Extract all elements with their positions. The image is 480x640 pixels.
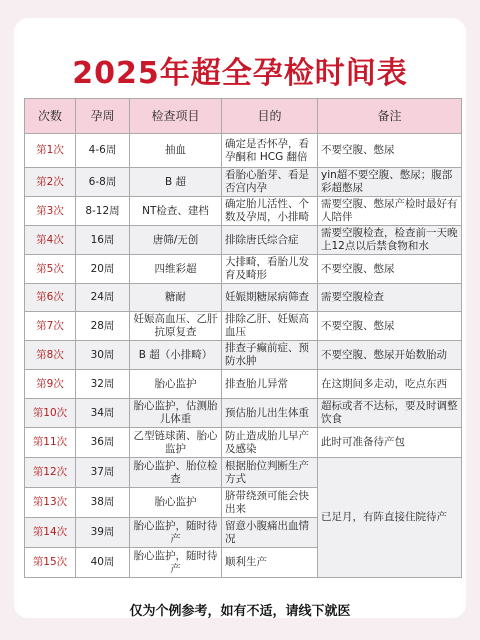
cell-count: 第12次: [25, 458, 76, 488]
table-row: [25, 399, 462, 428]
cell-count: 第2次: [25, 168, 76, 197]
cell-week: 40周: [76, 548, 130, 578]
table-row: [25, 226, 462, 255]
cell-note: 不要空腹、憋尿: [318, 134, 462, 168]
cell-week: 8-12周: [76, 197, 130, 226]
table-header-row: [25, 99, 462, 134]
cell-note: 此时可准备待产包: [318, 428, 462, 458]
cell-item: 糖耐: [130, 284, 222, 312]
header-purpose: 目的: [222, 99, 318, 134]
footer-disclaimer: 仅为个例参考，如有不适，请线下就医: [129, 604, 351, 619]
table-row: [25, 255, 462, 284]
cell-week: 36周: [76, 428, 130, 458]
cell-count: 第15次: [25, 548, 76, 578]
table-row: [25, 428, 462, 458]
cell-week: 20周: [76, 255, 130, 284]
cell-purpose: 预估胎儿出生体重: [222, 399, 318, 428]
cell-item: B 超: [130, 168, 222, 197]
page-title: 2025年超全孕检时间表: [72, 56, 408, 91]
cell-purpose: 妊娠期糖尿病筛查: [222, 284, 318, 312]
cell-item: 抽血: [130, 134, 222, 168]
cell-week: 4-6周: [76, 134, 130, 168]
cell-note-merged: 已足月，有阵直接住院待产: [318, 458, 462, 578]
table-row: [25, 341, 462, 370]
cell-purpose: 排除唐氏综合症: [222, 226, 318, 255]
cell-week: 30周: [76, 341, 130, 370]
cell-item: 胎心监护、胎位检查: [130, 458, 222, 488]
cell-count: 第6次: [25, 284, 76, 312]
cell-week: 28周: [76, 312, 130, 341]
header-item: 检查项目: [130, 99, 222, 134]
cell-week: 32周: [76, 370, 130, 399]
cell-note: yin超不要空腹、憋尿；腹部彩超憋尿: [318, 168, 462, 197]
table-row: [25, 168, 462, 197]
cell-item: NT检查、建档: [130, 197, 222, 226]
header-note: 备注: [318, 99, 462, 134]
cell-week: 24周: [76, 284, 130, 312]
cell-purpose: 根据胎位判断生产方式: [222, 458, 318, 488]
cell-note: 需要空腹检查: [318, 284, 462, 312]
cell-week: 6-8周: [76, 168, 130, 197]
cell-week: 38周: [76, 488, 130, 518]
cell-item: 胎心监护，随时待产: [130, 518, 222, 548]
cell-count: 第5次: [25, 255, 76, 284]
table-row: [25, 458, 462, 488]
cell-count: 第13次: [25, 488, 76, 518]
table-row: [25, 134, 462, 168]
table-row: [25, 197, 462, 226]
cell-purpose: 确定是否怀孕，看孕酮和 HCG 翻倍: [222, 134, 318, 168]
cell-note: 不要空腹、憋尿开始数胎动: [318, 341, 462, 370]
cell-item: 乙型链球菌、胎心监护: [130, 428, 222, 458]
table-row: [25, 284, 462, 312]
cell-purpose: 看胎心胎芽、看是否宫内孕: [222, 168, 318, 197]
header-week: 孕周: [76, 99, 130, 134]
cell-purpose: 确定胎儿活性、个数及孕周，小排畸: [222, 197, 318, 226]
cell-count: 第9次: [25, 370, 76, 399]
cell-count: 第14次: [25, 518, 76, 548]
cell-note: 需要空腹检查，检查前一天晚上12点以后禁食物和水: [318, 226, 462, 255]
cell-purpose: 顺利生产: [222, 548, 318, 578]
cell-count: 第8次: [25, 341, 76, 370]
cell-note: 超标或者不达标，要及时调整饮食: [318, 399, 462, 428]
cell-week: 39周: [76, 518, 130, 548]
cell-item: 胎心监护，估测胎儿体重: [130, 399, 222, 428]
cell-purpose: 大排畸，看胎儿发育及畸形: [222, 255, 318, 284]
cell-note: 不要空腹、憋尿: [318, 312, 462, 341]
cell-note: 需要空腹、憋尿产检时最好有人陪伴: [318, 197, 462, 226]
table-row: [25, 370, 462, 399]
cell-item: 胎心监护: [130, 370, 222, 399]
cell-note: 不要空腹、憋尿: [318, 255, 462, 284]
header-count: 次数: [25, 99, 76, 134]
cell-count: 第10次: [25, 399, 76, 428]
cell-purpose: 排除乙肝、妊娠高血压: [222, 312, 318, 341]
cell-item: 四维彩超: [130, 255, 222, 284]
cell-purpose: 排查子癫前症、预防水肿: [222, 341, 318, 370]
cell-note: 在这期间多走动，吃点东西: [318, 370, 462, 399]
cell-count: 第3次: [25, 197, 76, 226]
cell-purpose: 防止造成胎儿早产及感染: [222, 428, 318, 458]
cell-purpose: 排查胎儿异常: [222, 370, 318, 399]
checkup-schedule-table: [24, 98, 462, 578]
cell-week: 34周: [76, 399, 130, 428]
cell-item: 唐筛/无创: [130, 226, 222, 255]
cell-item: 妊娠高血压、乙肝抗原复查: [130, 312, 222, 341]
cell-count: 第1次: [25, 134, 76, 168]
cell-week: 37周: [76, 458, 130, 488]
cell-item: B 超（小排畸）: [130, 341, 222, 370]
cell-week: 16周: [76, 226, 130, 255]
cell-count: 第7次: [25, 312, 76, 341]
cell-item: 胎心监护，随时待产: [130, 548, 222, 578]
cell-count: 第11次: [25, 428, 76, 458]
table-row: [25, 312, 462, 341]
cell-item: 胎心监护: [130, 488, 222, 518]
cell-purpose: 脐带绕颈可能会快出来: [222, 488, 318, 518]
cell-count: 第4次: [25, 226, 76, 255]
cell-purpose: 留意小腹痛出血情况: [222, 518, 318, 548]
